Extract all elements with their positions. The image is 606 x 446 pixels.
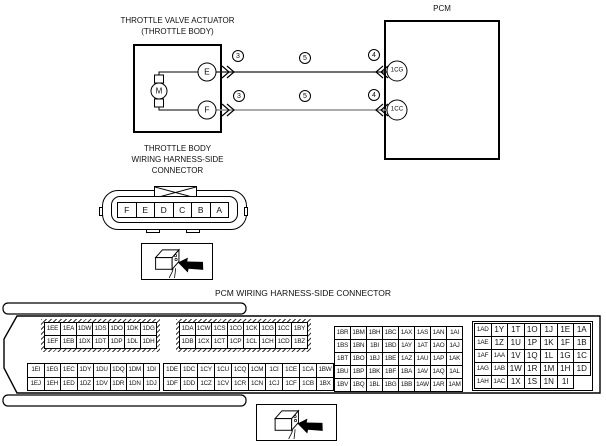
pcm-pin-1AV: 1AV xyxy=(414,365,431,379)
pcm-pin-1CT: 1CT xyxy=(211,335,228,349)
pcm-pin-1G: 1G xyxy=(557,349,575,363)
tb-bottom-tab-left xyxy=(146,229,160,233)
pcm-pin-1CO: 1CO xyxy=(227,322,244,336)
pcm-pin-row xyxy=(474,323,591,337)
pcm-pin-1BR: 1BR xyxy=(334,326,351,340)
pcm-pin-1CP: 1CP xyxy=(227,335,244,349)
pcm-pin-1CK: 1CK xyxy=(243,322,260,336)
pcm-pin-1C: 1C xyxy=(573,349,591,363)
pcm-pin-1DA: 1DA xyxy=(179,322,196,336)
pcm-pin-1BM: 1BM xyxy=(350,326,367,340)
pcm-pin-row xyxy=(163,377,334,392)
pcm-pin-1AI: 1AI xyxy=(446,326,463,340)
pcm-pin-1H: 1H xyxy=(557,362,575,376)
pcm-pin-1AX: 1AX xyxy=(398,326,415,340)
pcm-pin-1CH: 1CH xyxy=(259,335,276,349)
pcm-pin-1DL: 1DL xyxy=(124,335,141,349)
pcm-pin-1DZ: 1DZ xyxy=(77,377,95,392)
pcm-pin-1cc: 1CC xyxy=(387,100,408,121)
pcm-pin-1BT: 1BT xyxy=(334,352,351,366)
pcm-connector-id-box xyxy=(256,404,337,441)
pcm-pin-1DO: 1DO xyxy=(108,322,125,336)
connector-icon xyxy=(142,244,212,279)
pcm-pin-1BH: 1BH xyxy=(366,326,383,340)
pcm-pin-1D: 1D xyxy=(573,362,591,376)
pcm-pin-1Q: 1Q xyxy=(524,349,542,363)
pcm-pin-1CQ: 1CQ xyxy=(231,363,249,378)
tb-caption-line2: WIRING HARNESS-SIDE xyxy=(131,155,224,164)
pcm-pin-row xyxy=(27,377,160,392)
pcm-pin-1AT: 1AT xyxy=(414,339,431,353)
actuator-pin-f: F xyxy=(198,101,217,120)
pcm-pin-1DX: 1DX xyxy=(76,335,93,349)
pcm-pin-1DQ: 1DQ xyxy=(110,363,128,378)
pcm-pin-1DM: 1DM xyxy=(126,363,144,378)
pcm-pin-1CR: 1CR xyxy=(231,377,249,392)
pcm-pin-1BL: 1BL xyxy=(366,378,383,392)
tb-pin-C: C xyxy=(173,202,193,218)
pcm-pin-1BW: 1BW xyxy=(316,363,334,378)
pcm-pin-1AM: 1AM xyxy=(446,378,463,392)
pcm-pin-1DP: 1DP xyxy=(108,335,125,349)
pcm-pin-row xyxy=(334,378,463,392)
pcm-pin-row xyxy=(163,363,334,378)
pcm-pin-row xyxy=(334,339,463,353)
pcm-pin-1E: 1E xyxy=(557,323,575,337)
pcm-pin-row xyxy=(44,322,157,336)
pcm-pin-row xyxy=(334,365,463,379)
pcm-pin-1CV: 1CV xyxy=(214,377,232,392)
pcm-pin-1BQ: 1BQ xyxy=(350,378,367,392)
callout-5-top: 5 xyxy=(299,52,311,64)
pcm-connector-title: PCM WIRING HARNESS-SIDE CONNECTOR xyxy=(215,288,391,298)
pcm-pin-1AD: 1AD xyxy=(474,323,492,337)
pcm-pin-1DI: 1DI xyxy=(143,363,161,378)
pcm-pin-1DT: 1DT xyxy=(92,335,109,349)
pcm-pin-1DE: 1DE xyxy=(163,363,181,378)
pcm-pin-1K: 1K xyxy=(540,336,558,350)
pcm-pin-1EJ: 1EJ xyxy=(27,377,45,392)
pcm-pin-1X: 1X xyxy=(507,375,525,389)
pcm-pin-row xyxy=(179,322,308,336)
pcm-pin-1CM: 1CM xyxy=(248,363,266,378)
pcm-pin-1CU: 1CU xyxy=(214,363,232,378)
pcm-pin-1BX: 1BX xyxy=(316,377,334,392)
pcm-pin-1BV: 1BV xyxy=(334,378,351,392)
pcm-pin-1CL: 1CL xyxy=(243,335,260,349)
pcm-pin-block-left-top xyxy=(41,319,160,352)
motor-symbol: M xyxy=(151,83,168,100)
pcm-pin-block-far-right-grid xyxy=(472,321,593,391)
pcm-pin-1EH: 1EH xyxy=(44,377,62,392)
pcm-pin-1DW: 1DW xyxy=(76,322,93,336)
pcm-pin-1DB: 1DB xyxy=(179,335,196,349)
pcm-pin-1CW: 1CW xyxy=(195,322,212,336)
pcm-pin-1AQ: 1AQ xyxy=(430,365,447,379)
pcm-pin-1U: 1U xyxy=(507,336,525,350)
pcm-pin-1R: 1R xyxy=(524,362,542,376)
connector-icon xyxy=(257,405,336,440)
pcm-pin-1DC: 1DC xyxy=(180,363,198,378)
chevrons-actuator-side xyxy=(222,66,234,116)
pcm-pin-1F: 1F xyxy=(557,336,575,350)
pcm-pin-1L: 1L xyxy=(540,349,558,363)
pcm-pin-1AA: 1AA xyxy=(491,349,509,363)
pcm-pin-1EG: 1EG xyxy=(44,363,62,378)
pcm-pin-1BN: 1BN xyxy=(350,339,367,353)
pcm-pin-1DJ: 1DJ xyxy=(143,377,161,392)
pcm-pin-1AF: 1AF xyxy=(474,349,492,363)
pcm-connector-top-rail xyxy=(3,303,246,314)
pcm-pin-1BU: 1BU xyxy=(334,365,351,379)
tb-side-notch-left xyxy=(99,207,103,216)
pcm-pin-1CJ: 1CJ xyxy=(265,377,283,392)
pcm-pin-1AP: 1AP xyxy=(430,352,447,366)
pcm-pin-1AZ: 1AZ xyxy=(398,352,415,366)
pcm-pin-1EA: 1EA xyxy=(60,322,77,336)
pcm-pin-row xyxy=(474,362,591,376)
pcm-pin-1AG: 1AG xyxy=(474,362,492,376)
pcm-pin-1EI: 1EI xyxy=(27,363,45,378)
actuator-title-line2: (THROTTLE BODY) xyxy=(141,27,214,36)
pcm-pin-block-mid-bottom xyxy=(163,363,334,391)
pcm-pin-1BJ: 1BJ xyxy=(366,352,383,366)
pcm-pin-1P: 1P xyxy=(524,336,542,350)
pcm-pin-row xyxy=(179,335,308,349)
pcm-pin-1AC: 1AC xyxy=(491,375,509,389)
pcm-pin-1BF: 1BF xyxy=(382,365,399,379)
tb-connector-id-box xyxy=(141,243,213,280)
pcm-pin-1BB: 1BB xyxy=(398,378,415,392)
callout-5-bottom: 5 xyxy=(299,90,311,102)
callout-3-top: 3 xyxy=(232,50,244,62)
pcm-pin-1CN: 1CN xyxy=(248,377,266,392)
pcm-pin-1CG: 1CG xyxy=(259,322,276,336)
pcm-pin-1DH: 1DH xyxy=(140,335,157,349)
motor-brush-bottom xyxy=(155,99,164,107)
pcm-pin-1AY: 1AY xyxy=(398,339,415,353)
pcm-pin-1I: 1I xyxy=(557,375,575,389)
pcm-pin-1CD: 1CD xyxy=(275,335,292,349)
pcm-pin-1N: 1N xyxy=(540,375,558,389)
pcm-pin-1CI: 1CI xyxy=(265,363,283,378)
pcm-pin-1DD: 1DD xyxy=(180,377,198,392)
pcm-pin-1CS: 1CS xyxy=(211,322,228,336)
pcm-pin-1BA: 1BA xyxy=(398,365,415,379)
pcm-pin-1AK: 1AK xyxy=(446,352,463,366)
pcm-connector-bottom-rail xyxy=(3,395,246,406)
pcm-pin-block-left-bottom xyxy=(27,363,160,391)
tb-caption-line1: THROTTLE BODY xyxy=(143,144,212,153)
pcm-pin-1AE: 1AE xyxy=(474,336,492,350)
pcm-pin-row xyxy=(474,336,591,350)
pcm-pin-1B: 1B xyxy=(573,336,591,350)
tb-pin-row xyxy=(117,202,229,218)
pcm-pin-1O: 1O xyxy=(524,323,542,337)
pcm-pin-1S: 1S xyxy=(524,375,542,389)
pcm-pin-1AB: 1AB xyxy=(491,362,509,376)
pcm-pin-block-mid-top xyxy=(176,319,311,352)
pcm-pin-1EF: 1EF xyxy=(44,335,61,349)
pointer-arrow-icon xyxy=(176,256,205,276)
tb-pin-E: E xyxy=(136,202,156,218)
pcm-pin-1Z: 1Z xyxy=(491,336,509,350)
pcm-pin-1DS: 1DS xyxy=(92,322,109,336)
tb-pin-B: B xyxy=(191,202,211,218)
tb-caption-line3: CONNECTOR xyxy=(151,166,204,175)
pcm-pin-1AR: 1AR xyxy=(430,378,447,392)
pcm-pin-1AJ: 1AJ xyxy=(446,339,463,353)
pcm-pin-1DN: 1DN xyxy=(126,377,144,392)
pcm-pin-1EC: 1EC xyxy=(60,363,78,378)
pcm-pin-row xyxy=(474,349,591,363)
pcm-pin-1CX: 1CX xyxy=(195,335,212,349)
pcm-pin-1CE: 1CE xyxy=(282,363,300,378)
pcm-pin-1BY: 1BY xyxy=(291,322,308,336)
pcm-pin-1AW: 1AW xyxy=(414,378,431,392)
pcm-pin-1AS: 1AS xyxy=(414,326,431,340)
pcm-pin-1AL: 1AL xyxy=(446,365,463,379)
pcm-pin-1AN: 1AN xyxy=(430,326,447,340)
actuator-pin-e: E xyxy=(198,63,217,82)
pcm-pin-row xyxy=(334,352,463,366)
pcm-pin-1CC: 1CC xyxy=(275,322,292,336)
callout-4-top: 4 xyxy=(368,49,380,61)
pcm-pin-1BS: 1BS xyxy=(334,339,351,353)
tb-bottom-tab-right xyxy=(186,229,200,233)
pcm-box-label: PCM xyxy=(433,4,451,13)
pcm-pin-1AO: 1AO xyxy=(430,339,447,353)
pcm-pin-1EB: 1EB xyxy=(60,335,77,349)
pcm-pin-1V: 1V xyxy=(507,349,525,363)
pcm-pin-1BZ: 1BZ xyxy=(291,335,308,349)
pcm-pin-1BO: 1BO xyxy=(350,352,367,366)
callout-3-bottom: 3 xyxy=(233,90,245,102)
pcm-pin-1DK: 1DK xyxy=(124,322,141,336)
pcm-pin-1J: 1J xyxy=(540,323,558,337)
pointer-arrow-icon xyxy=(296,417,325,437)
pcm-pin-1BE: 1BE xyxy=(382,352,399,366)
pcm-pin-block-right-grid xyxy=(334,326,463,392)
tb-pin-D: D xyxy=(154,202,174,218)
pcm-pin-1W: 1W xyxy=(507,362,525,376)
pcm-pin-1EE: 1EE xyxy=(44,322,61,336)
pcm-pin-1ED: 1ED xyxy=(60,377,78,392)
pcm-pin-row xyxy=(27,363,160,378)
callout-4-bottom: 4 xyxy=(368,89,380,101)
pcm-pin-1AU: 1AU xyxy=(414,352,431,366)
pcm-pin-1DG: 1DG xyxy=(140,322,157,336)
pcm-pin-1CA: 1CA xyxy=(299,363,317,378)
pcm-pin-1BI: 1BI xyxy=(366,339,383,353)
pcm-pin-1Y: 1Y xyxy=(491,323,509,337)
pcm-pin-1CY: 1CY xyxy=(197,363,215,378)
pcm-pin-1DR: 1DR xyxy=(110,377,128,392)
pcm-pin-1DV: 1DV xyxy=(93,377,111,392)
pcm-pin-row xyxy=(334,326,463,340)
pcm-pin-1CZ: 1CZ xyxy=(197,377,215,392)
pcm-pin-1cg: 1CG xyxy=(387,61,408,82)
pcm-pin-1BK: 1BK xyxy=(366,365,383,379)
pcm-pin-1BC: 1BC xyxy=(382,326,399,340)
actuator-title-line1: THROTTLE VALVE ACTUATOR xyxy=(120,16,235,25)
pcm-pin-1BG: 1BG xyxy=(382,378,399,392)
pcm-pin-1BD: 1BD xyxy=(382,339,399,353)
pcm-pin-1AH: 1AH xyxy=(474,375,492,389)
pcm-pin-row xyxy=(44,335,157,349)
pcm-pin-1A: 1A xyxy=(573,323,591,337)
tb-pin-F: F xyxy=(117,202,137,218)
pcm-pin-1BP: 1BP xyxy=(350,365,367,379)
pcm-pin-1M: 1M xyxy=(540,362,558,376)
pcm-pin-1CF: 1CF xyxy=(282,377,300,392)
pcm-pin-row xyxy=(474,375,591,389)
pcm-pin-1DU: 1DU xyxy=(93,363,111,378)
tb-pin-A: A xyxy=(210,202,230,218)
pcm-pin-1DF: 1DF xyxy=(163,377,181,392)
tb-side-notch-right xyxy=(244,207,248,216)
pcm-pin-1CB: 1CB xyxy=(299,377,317,392)
pcm-pin-1DY: 1DY xyxy=(77,363,95,378)
pcm-pin-1T: 1T xyxy=(507,323,525,337)
